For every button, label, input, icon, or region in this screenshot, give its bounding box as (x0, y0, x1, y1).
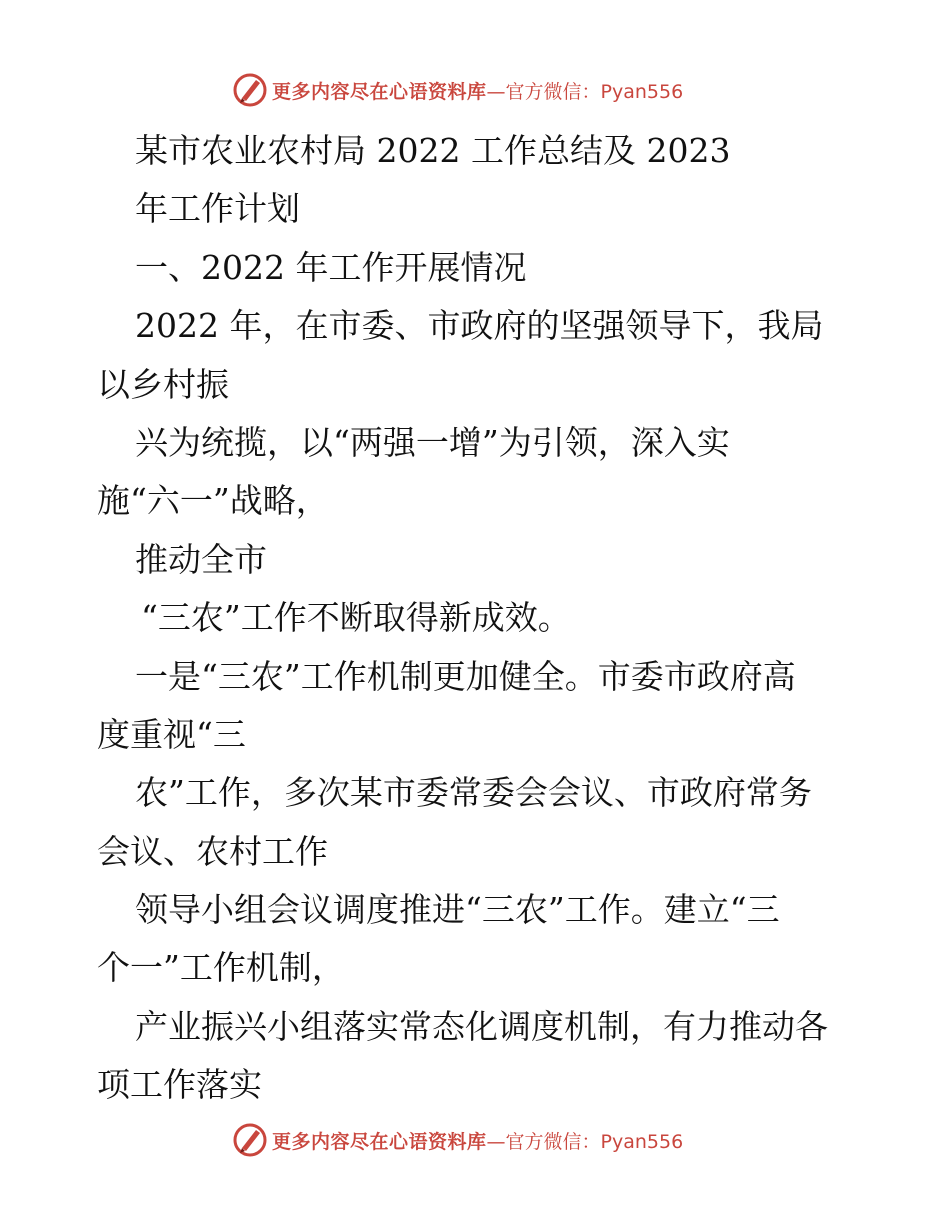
footer-banner (232, 1120, 712, 1160)
paragraph-line: 领导小组会议调度推进“三农”工作。建立“三 (135, 890, 780, 930)
paragraph-line: 项工作落实 (97, 1065, 262, 1105)
paragraph-line: “三农”工作不断取得新成效。 (141, 598, 571, 638)
document-body (97, 122, 877, 1115)
banner-sub-text: —官方微信：Pyan556 (486, 1130, 684, 1153)
paragraph-line: 兴为统揽，以“两强一增”为引领，深入实 (135, 422, 730, 462)
banner-main-text: 更多内容尽在心语资料库 (272, 1130, 487, 1153)
title-line-2: 年工作计划 (135, 189, 300, 229)
paragraph-line: 农”工作，多次某市委常委会会议、市政府常务 (135, 773, 812, 813)
section-heading: 一、2022 年工作开展情况 (135, 247, 527, 287)
paragraph-line: 2022 年，在市委、市政府的坚强领导下，我局 (135, 306, 824, 346)
banner-sub-text: —官方微信：Pyan556 (486, 80, 684, 103)
paragraph-line: 推动全市 (135, 539, 267, 579)
pen-logo-icon (232, 72, 268, 108)
pen-logo-icon (232, 1122, 268, 1158)
paragraph-line: 产业振兴小组落实常态化调度机制，有力推动各 (135, 1006, 828, 1046)
paragraph-line: 会议、农村工作 (97, 831, 328, 871)
title-line-1: 某市农业农村局 2022 工作总结及 2023 (135, 131, 731, 170)
paragraph-line: 个一”工作机制， (97, 948, 345, 988)
paragraph-line: 施“六一”战略， (97, 481, 329, 521)
paragraph-line: 一是“三农”工作机制更加健全。市委市政府高 (135, 656, 796, 696)
banner-main-text: 更多内容尽在心语资料库 (272, 80, 487, 103)
header-banner (232, 70, 712, 110)
paragraph-line: 以乡村振 (97, 364, 229, 404)
paragraph-line: 度重视“三 (97, 714, 246, 754)
